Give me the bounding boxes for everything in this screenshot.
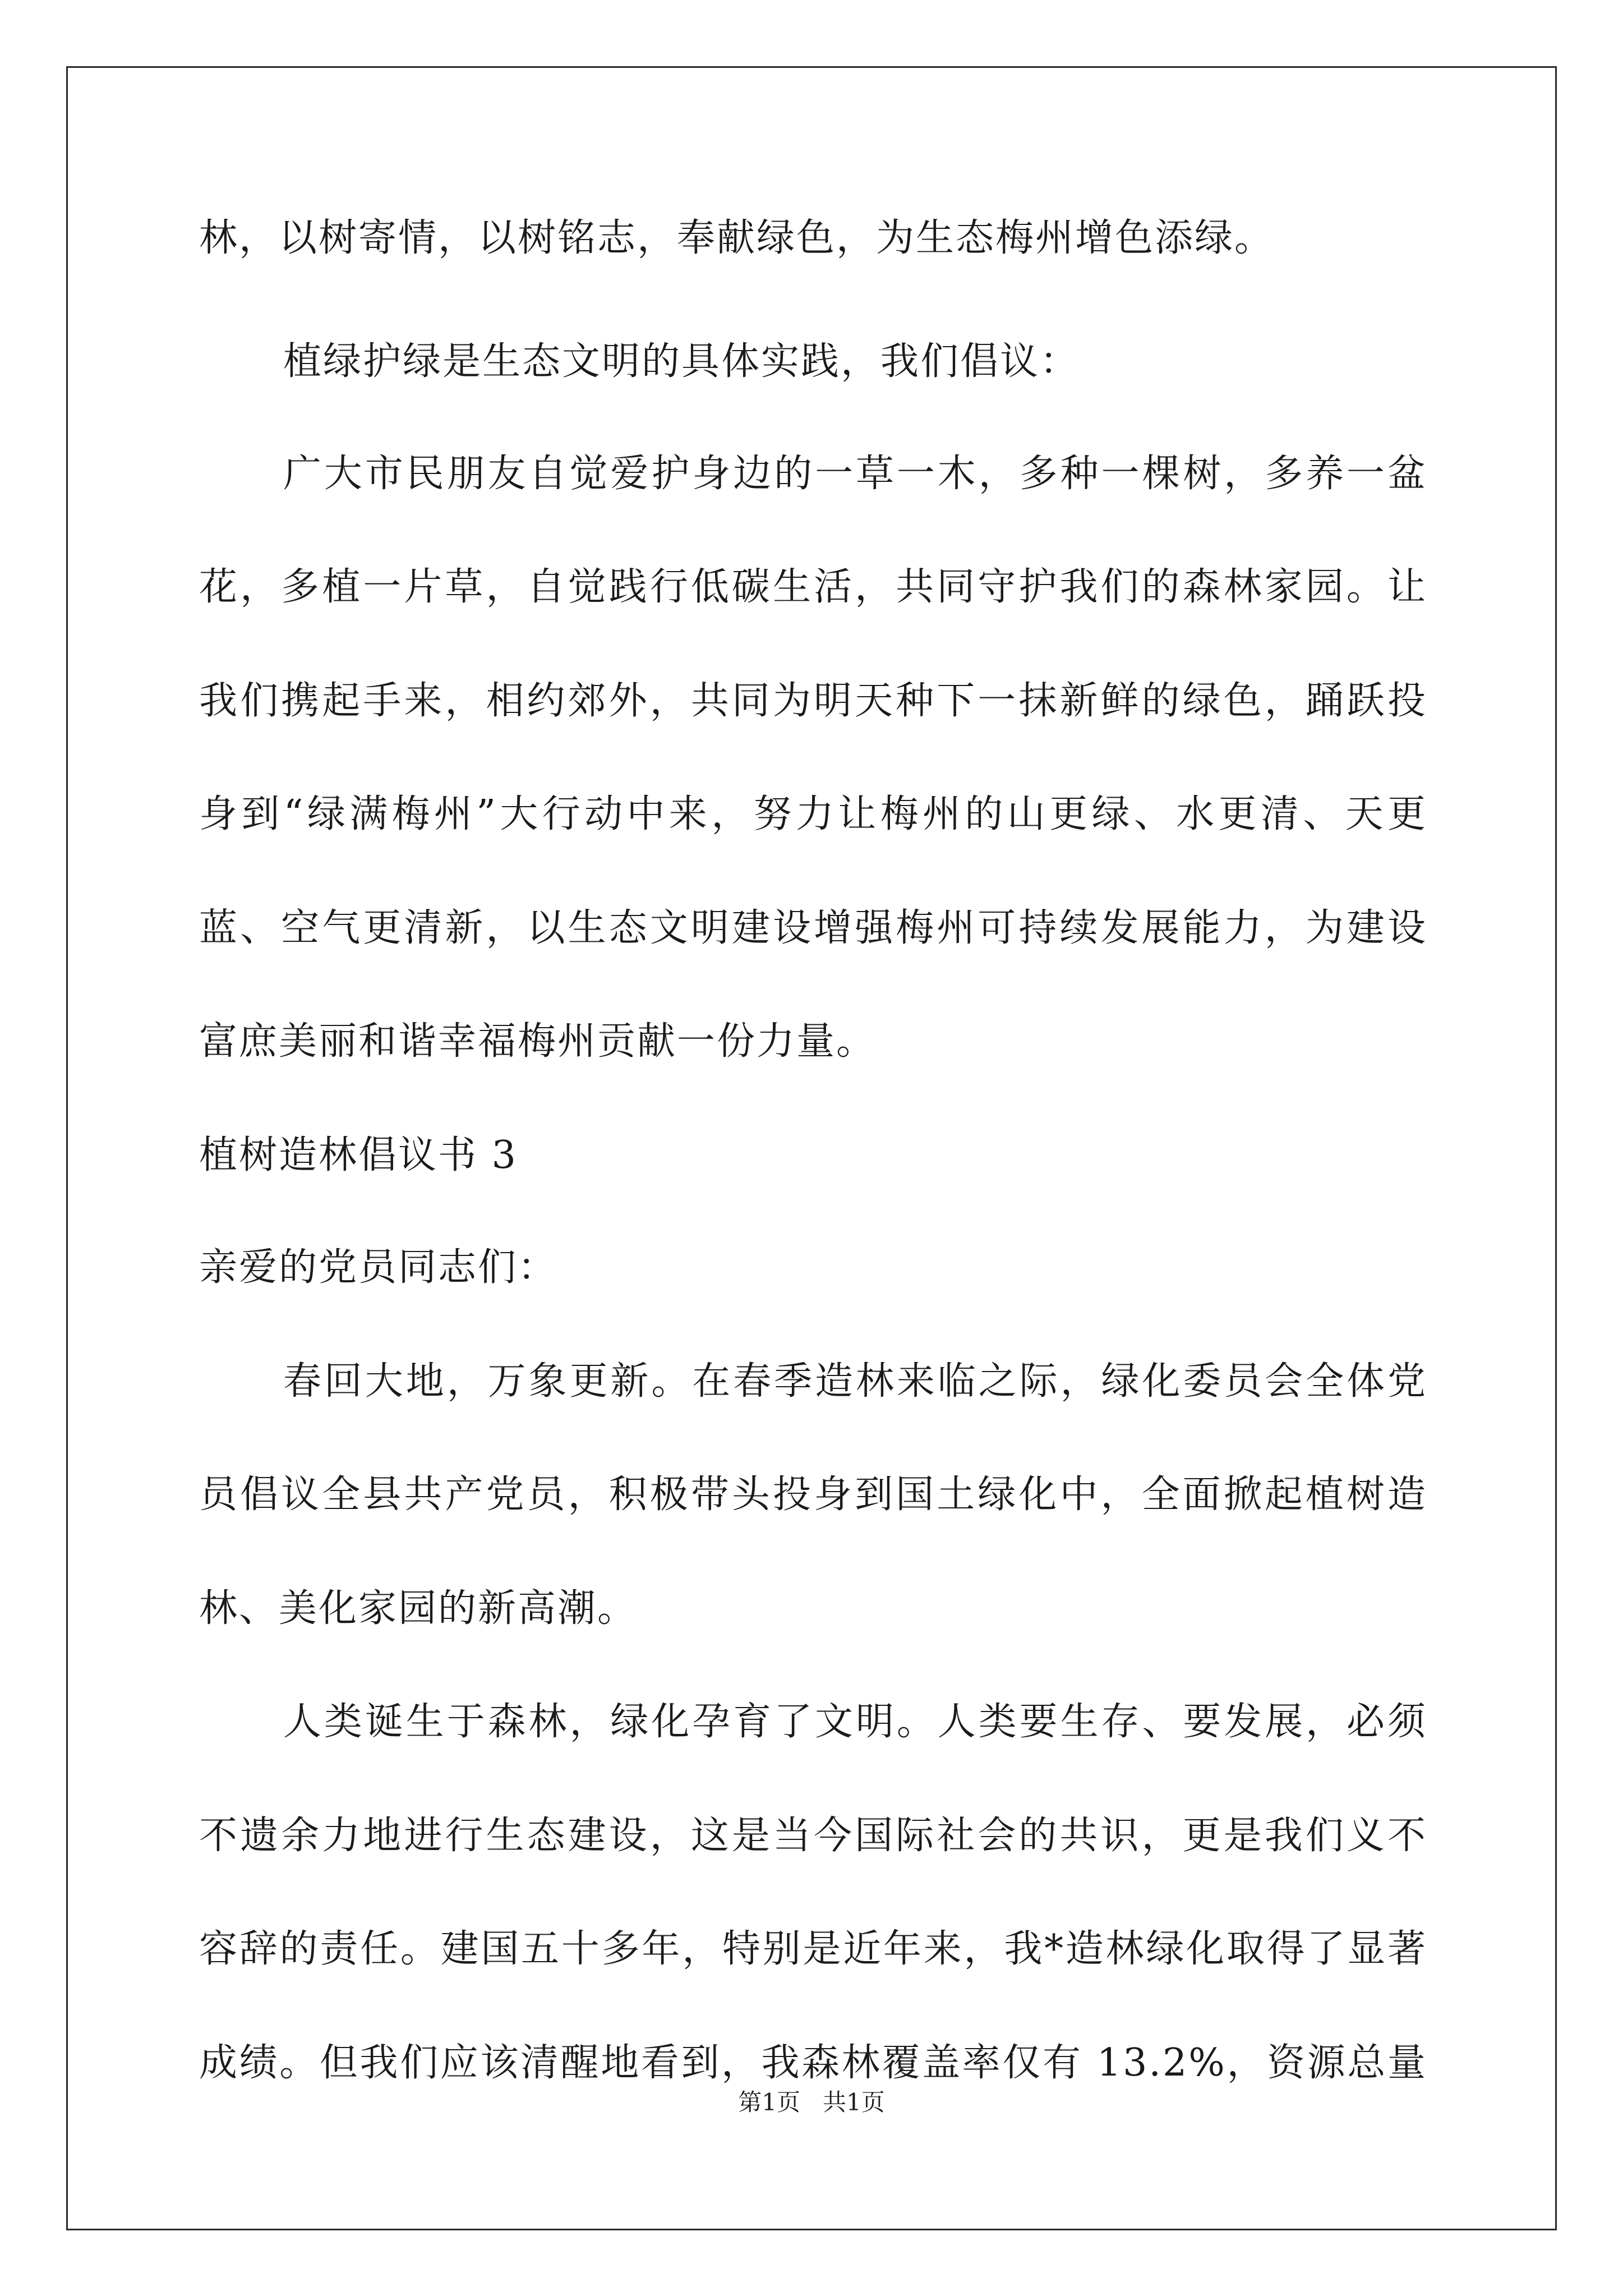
page-footer: 第1页 共1页 [738,2088,885,2116]
text-line: 林，以树寄情，以树铭志，奉献绿色，为生态梅州增色添绿。 [199,216,1275,260]
text-line: 植绿护绿是生态文明的具体实践，我们倡议： [283,339,1080,384]
text-line: 员倡议全县共产党员，积极带头投身到国土绿化中，全面掀起植树造 [199,1473,1427,1517]
text-line: 广大市民朋友自觉爱护身边的一草一木，多种一棵树，多养一盆 [283,452,1427,496]
text-line: 容辞的责任。建国五十多年，特别是近年来，我*造林绿化取得了显著 [199,1927,1427,1971]
text-line: 人类诞生于森林，绿化孕育了文明。人类要生存、要发展，必须 [283,1700,1427,1744]
text-line: 花，多植一片草，自觉践行低碳生活，共同守护我们的森林家园。让 [199,565,1427,609]
text-line: 蓝、空气更清新，以生态文明建设增强梅州可持续发展能力，为建设 [199,906,1427,950]
text-line: 身到“绿满梅州”大行动中来，努力让梅州的山更绿、水更清、天更 [199,792,1427,836]
text-line: 春回大地，万象更新。在春季造林来临之际，绿化委员会全体党 [283,1359,1427,1404]
text-line: 富庶美丽和谐幸福梅州贡献一份力量。 [199,1019,877,1064]
text-line: 成绩。但我们应该清醒地看到，我森林覆盖率仅有 13.2%，资源总量 [199,2041,1427,2085]
text-line: 我们携起手来，相约郊外，共同为明天种下一抹新鲜的绿色，踊跃投 [199,679,1427,723]
salutation: 亲爱的党员同志们： [199,1245,558,1290]
text-line: 林、美化家园的新高潮。 [199,1586,638,1631]
text-line: 不遗余力地进行生态建设，这是当今国际社会的共识，更是我们义不 [199,1814,1427,1858]
section-heading: 植树造林倡议书 3 [199,1133,518,1177]
